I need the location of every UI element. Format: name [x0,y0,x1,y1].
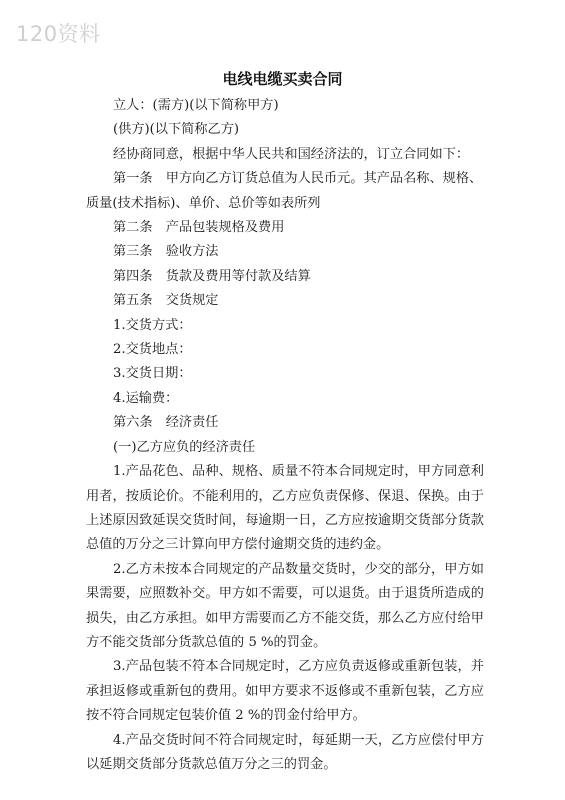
liability-clause-2: 2.乙方未按本合同规定的产品数量交货时，少交的部分，甲方如果需要，应照数补交。甲方如不需要，可以退货。由于退货所造成的损失，由乙方承担。如甲方需要而乙方不能交货，那么乙方应付给甲方不能交货部分货款总值的 5 %的罚金。 [86,561,484,650]
article-5: 第五条 交货规定 [113,293,219,309]
seller-liability-heading: (一)乙方应负的经济责任 [113,439,256,455]
article-4: 第四条 货款及费用等付款及结算 [113,268,311,284]
article-3: 第三条 验收方法 [113,244,219,260]
article-2: 第二条 产品包装规格及费用 [113,220,285,236]
watermark-logo: 120资料 [16,22,101,46]
contract-parties-buyer: 立人：(需方)(以下简称甲方) [113,98,279,113]
delivery-location: 2.交货地点： [113,342,192,358]
contract-body [86,94,484,777]
liability-clause-1: 1.产品花色、品种、规格、质量不符本合同规定时，甲方同意利用者，按质论价。不能利用的，乙方应负责保修、保退、保换。由于上述原因致延误交货时间，每逾期一日，乙方应按逾期交货部分货款总值的万分之三计算向甲方偿付逾期交货的违约金。 [86,464,484,553]
article-1: 第一条 甲方向乙方订货总值为人民币元。其产品名称、规格、质量(技术指标)、单价、总价等如表所列 [86,171,483,211]
delivery-date: 3.交货日期： [113,366,192,382]
contract-preamble: 经协商同意，根据中华人民共和国经济法的，订立合同如下： [113,146,470,162]
delivery-method: 1.交货方式： [113,317,192,333]
transport-fee: 4.运输费： [113,390,179,406]
contract-parties-seller: (供方)(以下简称乙方) [113,122,240,138]
liability-clause-3: 3.产品包装不符本合同规定时，乙方应负责返修或重新包装，并承担返修或重新包的费用。如甲方要求不返修或不重新包装，乙方应按不符合同规定包装价值 2 %的罚金付给甲方。 [86,659,484,724]
liability-clause-4: 4.产品交货时间不符合同规定时，每延期一天，乙方应偿付甲方以延期交货部分货款总值万分之三的罚金。 [86,732,484,772]
article-6: 第六条 经济责任 [113,415,219,431]
contract-title: 电线电缆买卖合同 [222,70,343,88]
